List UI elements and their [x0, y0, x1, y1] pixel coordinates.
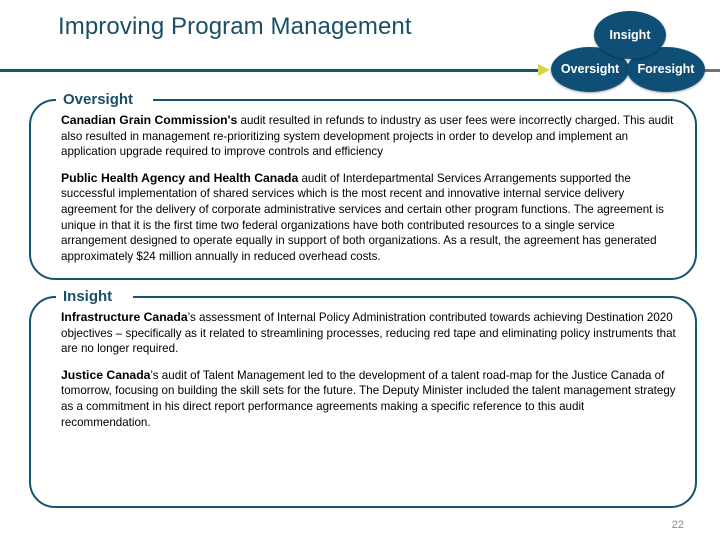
section-insight-rule-gap — [121, 292, 133, 302]
venn-label-oversight: Oversight — [560, 62, 620, 76]
paragraph — [61, 310, 677, 357]
header-rule-arrow-icon — [538, 64, 550, 76]
venn-label-insight: Insight — [609, 27, 651, 42]
paragraph-rest: ’s audit of Talent Management led to the development of a talent road-map for the Justice Canada of tomorrow, focusing on building the skill sets for the future. The Deputy Minister included the talent management strategy as a commitment in his direct report performance agreements making a specific reference to this audit recommendation. — [61, 368, 676, 429]
paragraph-lead: Infrastructure Canada — [61, 310, 188, 324]
venn-oval-insight — [594, 11, 666, 59]
paragraph-rest: ’s assessment of Internal Policy Administration contributed towards achieving Destination 2020 objectives – specifically as it related to streamlining processes, reducing red tape and eliminating policy instruments that are no longer required. — [61, 311, 676, 356]
paragraph-lead: Public Health Agency and Health Canada — [61, 170, 299, 185]
venn-label-foresight: Foresight — [637, 62, 695, 76]
section-insight-rule — [129, 296, 669, 298]
section-oversight — [29, 91, 697, 280]
page-title: Improving Program Management — [58, 13, 412, 40]
section-oversight-rule-gap — [141, 95, 153, 105]
paragraph — [61, 368, 677, 430]
paragraph — [61, 113, 677, 160]
paragraph — [61, 171, 677, 265]
section-oversight-rule — [149, 99, 669, 101]
page-number: 22 — [671, 519, 684, 531]
paragraph-lead: Justice Canada — [61, 367, 151, 382]
paragraph-lead: Canadian Grain Commission's — [61, 113, 238, 127]
section-insight-body — [31, 298, 695, 430]
paragraph-rest: audit of Interdepartmental Services Arrangements supported the successful implementation of shared services which is the most recent and innovative internal service delivery agreement for the delivery of corporate administrative services and certain other program functions. The agreement is unique in that it is the first time two federal organizations have both contributed resources to a single service arrangement designed to operate equally in support of both organizations. As a result, the agreement has generated approximately $24 million annually in reduced overhead costs. — [61, 171, 664, 263]
header-rule — [0, 69, 545, 72]
paragraph-rest: audit resulted in refunds to industry as user fees were incorrectly charged. This audit also resulted in management re-prioritizing system development projects in order to develop and implement an application upgrade required to improve controls and efficiency — [61, 114, 674, 159]
section-oversight-label: Oversight — [56, 90, 142, 110]
section-insight-label: Insight — [56, 287, 121, 307]
section-oversight-body — [31, 101, 695, 264]
section-insight — [29, 288, 697, 508]
